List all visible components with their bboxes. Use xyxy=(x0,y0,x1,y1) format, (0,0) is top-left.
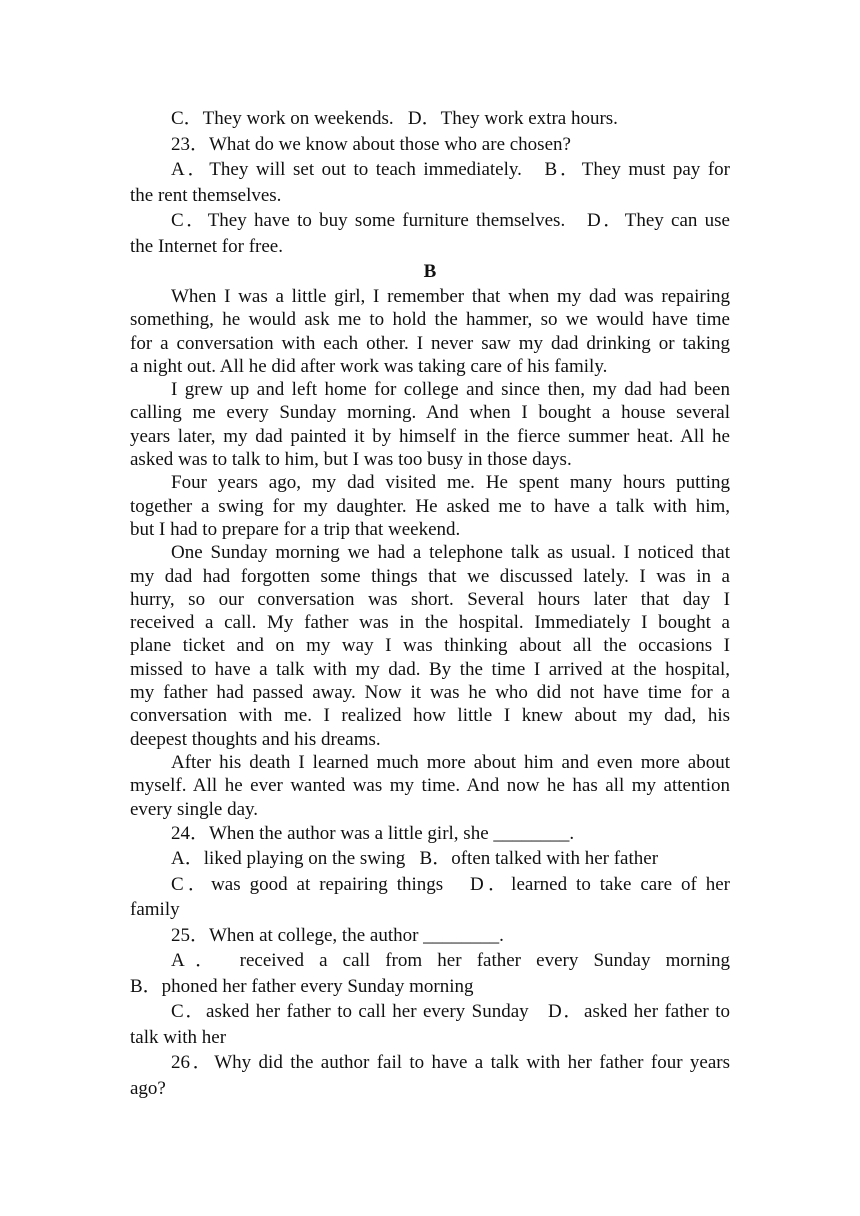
passage-line: calling me every Sunday morning. And when I bought a house several xyxy=(130,402,730,424)
passage-line: conversation with me. I realized how little I knew about my dad, his xyxy=(130,705,730,727)
passage-line: a night out. All he did after work was taking care of his family. xyxy=(130,355,608,377)
q23-stem: 23．What do we know about those who are chosen? xyxy=(171,133,571,155)
passage-line: received a call. My father was in the hospital. Immediately I bought a xyxy=(130,612,730,634)
passage-line: plane ticket and on my way I was thinking about all the occasions I xyxy=(130,635,730,657)
q24-stem: 24．When the author was a little girl, she ________. xyxy=(171,822,575,844)
passage-paragraph-3 xyxy=(130,471,730,541)
passage-line: hurry, so our conversation was short. Several hours later that day I xyxy=(130,588,730,610)
question-26 xyxy=(130,1050,730,1101)
passage-line: my father had passed away. Now it was he who did not have time for a xyxy=(130,682,730,704)
q23-options-ab-cont: the rent themselves. xyxy=(130,184,282,206)
passage-paragraph-5 xyxy=(130,751,730,821)
q22-options-cd: C．They work on weekends. D．They work extra hours. xyxy=(171,108,618,129)
passage xyxy=(130,285,730,821)
passage-line: my dad had forgotten some things that we discussed lately. I was in a xyxy=(130,565,730,587)
document-page xyxy=(130,106,730,1101)
passage-line: When I was a little girl, I remember that when my dad was repairing xyxy=(171,286,730,307)
q26-stem-cont: ago? xyxy=(130,1077,166,1099)
passage-line: missed to have a talk with my dad. By the time I arrived at the hospital, xyxy=(130,658,730,680)
q25-option-b: B．phoned her father every Sunday morning xyxy=(130,975,474,997)
q23-options-cd-cont: the Internet for free. xyxy=(130,235,283,257)
q25-options-cd-cont: talk with her xyxy=(130,1026,227,1048)
q24-options-cd: C．was good at repairing things D．learned to take care of her xyxy=(171,873,730,895)
passage-line: After his death I learned much more about him and even more about xyxy=(171,751,730,773)
passage-paragraph-2 xyxy=(130,378,730,471)
passage-line: deepest thoughts and his dreams. xyxy=(130,728,381,750)
passage-line: something, he would ask me to hold the hammer, so we would have time xyxy=(130,309,730,331)
passage-paragraph-4 xyxy=(130,541,730,751)
passage-line: for a conversation with each other. I never saw my dad drinking or taking xyxy=(130,332,730,354)
question-23 xyxy=(130,132,730,260)
passage-line: but I had to prepare for a trip that weekend. xyxy=(130,518,461,540)
q24-options-ab: A．liked playing on the swing B．often talked with her father xyxy=(171,848,659,870)
passage-line: Four years ago, my dad visited me. He spent many hours putting xyxy=(171,472,730,494)
passage-line: asked was to talk to him, but I was too busy in those days. xyxy=(130,449,572,471)
passage-paragraph-1 xyxy=(130,285,730,378)
q26-stem: 26．Why did the author fail to have a talk with her father four years xyxy=(171,1052,730,1074)
q23-options-cd: C．They have to buy some furniture themselves. D．They can use xyxy=(171,210,730,231)
q25-stem: 25．When at college, the author ________. xyxy=(171,924,504,946)
passage-line: years later, my dad painted it by himself in the fierce summer heat. All he xyxy=(130,425,730,447)
passage-line: myself. All he ever wanted was my time. And now he has all my attention xyxy=(130,775,730,797)
passage-line: One Sunday morning we had a telephone talk as usual. I noticed that xyxy=(171,542,730,564)
passage-line: together a swing for my daughter. He asked me to have a talk with him, xyxy=(130,495,730,517)
passage-line: every single day. xyxy=(130,798,259,820)
section-heading: B xyxy=(423,261,437,282)
passage-line: I grew up and left home for college and since then, my dad had been xyxy=(171,379,730,401)
q23-options-ab: A．They will set out to teach immediately. B．They must pay for xyxy=(171,159,730,180)
q25-option-a: A． received a call from her father every Sunday morning xyxy=(171,950,730,972)
q24-options-cd-cont: family xyxy=(130,899,180,921)
q25-options-cd: C．asked her father to call her every Sunday D．asked her father to xyxy=(171,1001,730,1023)
question-24 xyxy=(130,821,730,923)
question-25 xyxy=(130,923,730,1051)
